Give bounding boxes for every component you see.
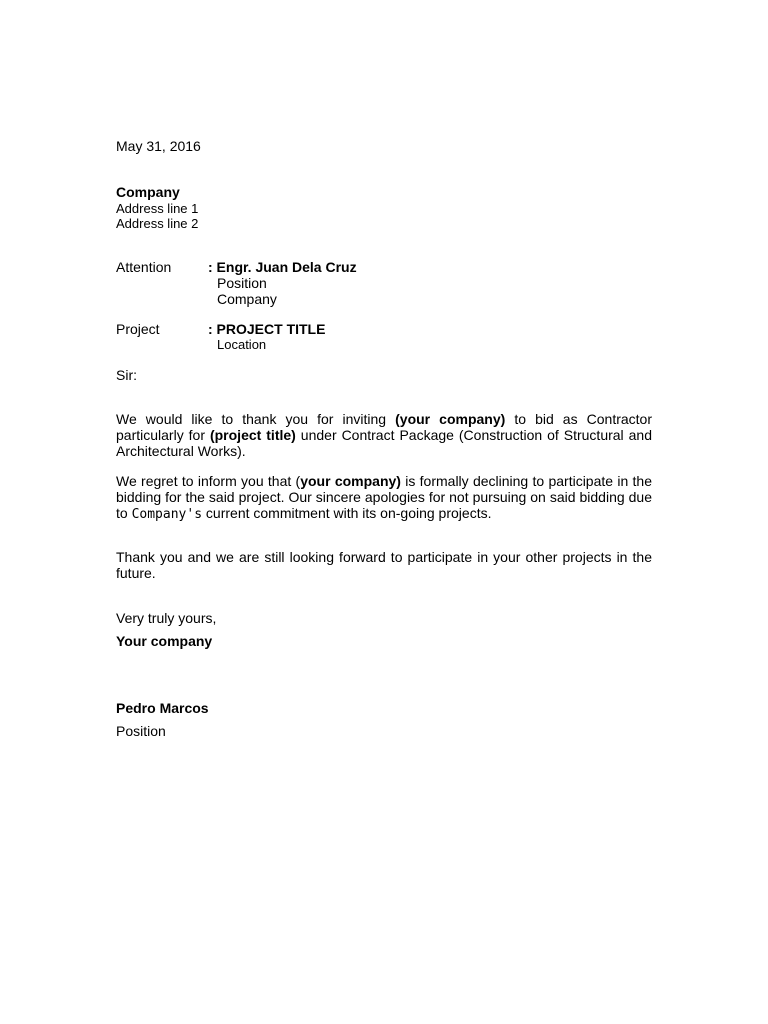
paragraph-closing: Thank you and we are still looking forward to participate in your other projects in the future. xyxy=(116,549,652,581)
recipient-address-line-1: Address line 1 xyxy=(116,201,199,216)
letter-date: May 31, 2016 xyxy=(116,138,201,154)
sender-company: Your company xyxy=(116,633,213,649)
p2-text-1: We regret to inform you that ( xyxy=(116,473,301,489)
project-value xyxy=(208,321,325,353)
recipient-address-line-2: Address line 2 xyxy=(116,216,199,231)
project-title: : PROJECT TITLE xyxy=(208,321,326,337)
salutation: Sir: xyxy=(116,367,137,383)
signer-name: Pedro Marcos xyxy=(116,700,209,716)
closing-line: Very truly yours, xyxy=(116,610,217,626)
signer-position: Position xyxy=(116,723,166,739)
paragraph-decline xyxy=(116,473,652,523)
p1-text-1: We would like to thank you for inviting xyxy=(116,411,396,427)
attention-row xyxy=(116,259,357,307)
attention-label: Attention xyxy=(116,259,172,275)
p1-bold-company: (your company) xyxy=(395,411,506,427)
p2-text-3: current commitment with its on-going projects. xyxy=(202,505,492,521)
p1-text-3: under Contract Package (Construction of Structural and Architectural Works). xyxy=(116,427,652,459)
p1-text-2: to bid as Contractor particularly for xyxy=(116,411,652,443)
p2-bold-company: your company) xyxy=(300,473,401,489)
attention-value xyxy=(208,259,357,307)
attention-company: Company xyxy=(217,291,277,307)
p2-company-mono: Company's xyxy=(131,507,203,522)
project-location: Location xyxy=(217,337,267,352)
p1-bold-project: (project title) xyxy=(209,427,296,443)
attention-name: : Engr. Juan Dela Cruz xyxy=(208,259,357,275)
recipient-company: Company xyxy=(116,184,180,200)
recipient-block xyxy=(116,184,198,231)
p2-text-2: is formally declining to participate in the bidding for the said project. Our sincere apologies for not pursuing on said bidding due to xyxy=(116,473,652,521)
project-row xyxy=(116,321,325,353)
attention-position: Position xyxy=(217,275,267,291)
project-label: Project xyxy=(116,321,160,337)
paragraph-thanks xyxy=(116,411,652,459)
